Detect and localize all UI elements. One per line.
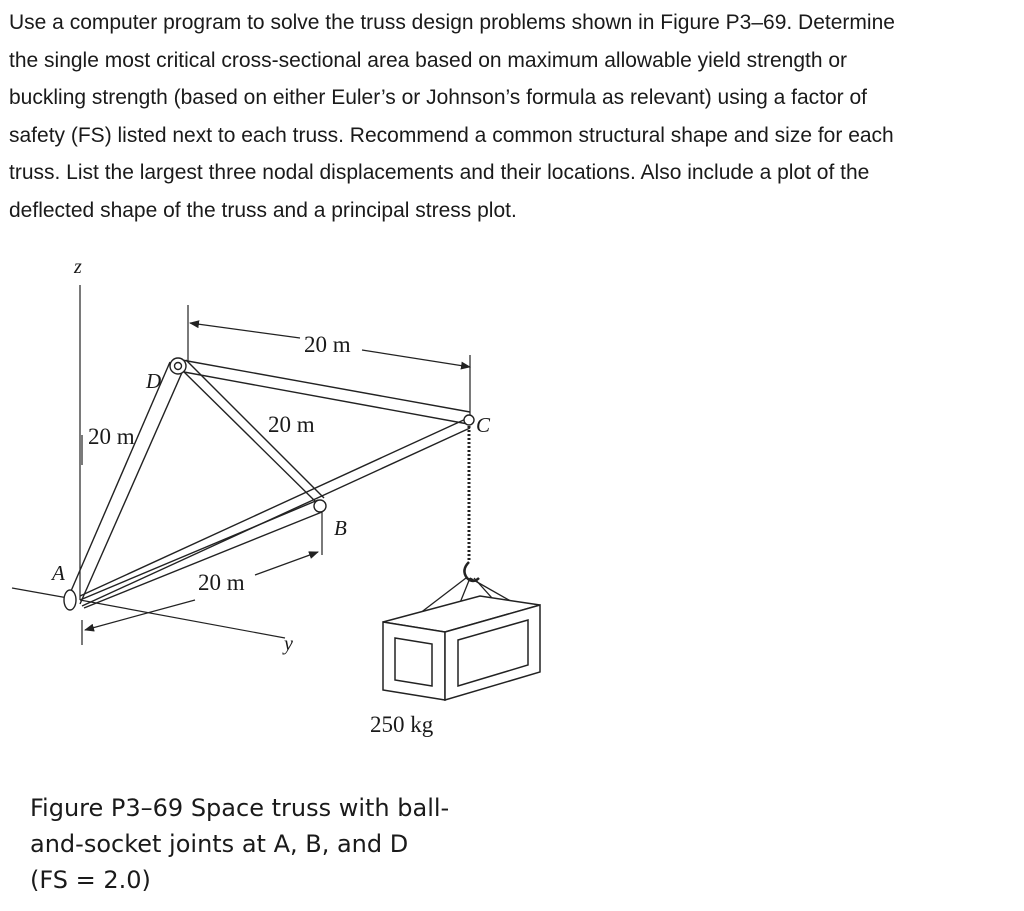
hook <box>464 562 479 581</box>
axis-z-label: z <box>74 256 82 278</box>
node-a-label: A <box>52 561 65 585</box>
figure-caption <box>30 790 590 898</box>
caption-line-1: Figure P3–69 Space truss with ball- <box>30 794 450 822</box>
caption-line-2: and-socket joints at A, B, and D <box>30 830 409 858</box>
member-dc <box>184 372 468 424</box>
dim-left-label: 20 m <box>88 424 135 449</box>
dim-mid-label: 20 m <box>268 412 315 437</box>
joint-b <box>314 500 326 512</box>
dim-top-arrow <box>190 323 300 338</box>
problem-line: deflected shape of the truss and a principal stress plot. <box>9 198 517 222</box>
x-axis <box>12 588 68 598</box>
joint-c <box>464 415 474 425</box>
problem-line: Use a computer program to solve the truss design problems shown in Figure P3–69. Determine <box>9 11 895 34</box>
member-ad <box>80 368 184 604</box>
dim-bottom-arrow <box>255 552 318 575</box>
member-dc <box>182 360 470 412</box>
caption-line-3: (FS = 2.0) <box>30 866 151 894</box>
problem-line: the single most critical cross-sectional area based on maximum allowable yield strength or <box>9 48 848 72</box>
node-b-label: B <box>334 516 347 540</box>
joint-a <box>64 590 76 610</box>
problem-line: safety (FS) listed next to each truss. Recommend a common structural shape and size for each <box>9 123 894 147</box>
y-axis <box>80 600 285 638</box>
dim-top-arrow <box>362 350 470 367</box>
load-label: 250 kg <box>370 712 434 737</box>
problem-line: buckling strength (based on either Euler’s or Johnson’s formula as relevant) using a factor of <box>9 86 867 110</box>
member-ac <box>80 418 468 596</box>
dim-top-label: 20 m <box>304 332 351 357</box>
axis-y-label: y <box>284 633 293 655</box>
joint-d-inner <box>175 363 182 370</box>
node-c-label: C <box>476 413 491 437</box>
member-ad <box>68 362 170 598</box>
dim-bottom-label: 20 m <box>198 570 245 595</box>
problem-statement <box>9 4 1019 230</box>
problem-line: truss. List the largest three nodal displacements and their locations. Also include a plot of the <box>9 161 870 185</box>
truss-figure <box>0 240 600 780</box>
crate-front <box>383 622 445 700</box>
node-d-label: D <box>146 369 162 393</box>
